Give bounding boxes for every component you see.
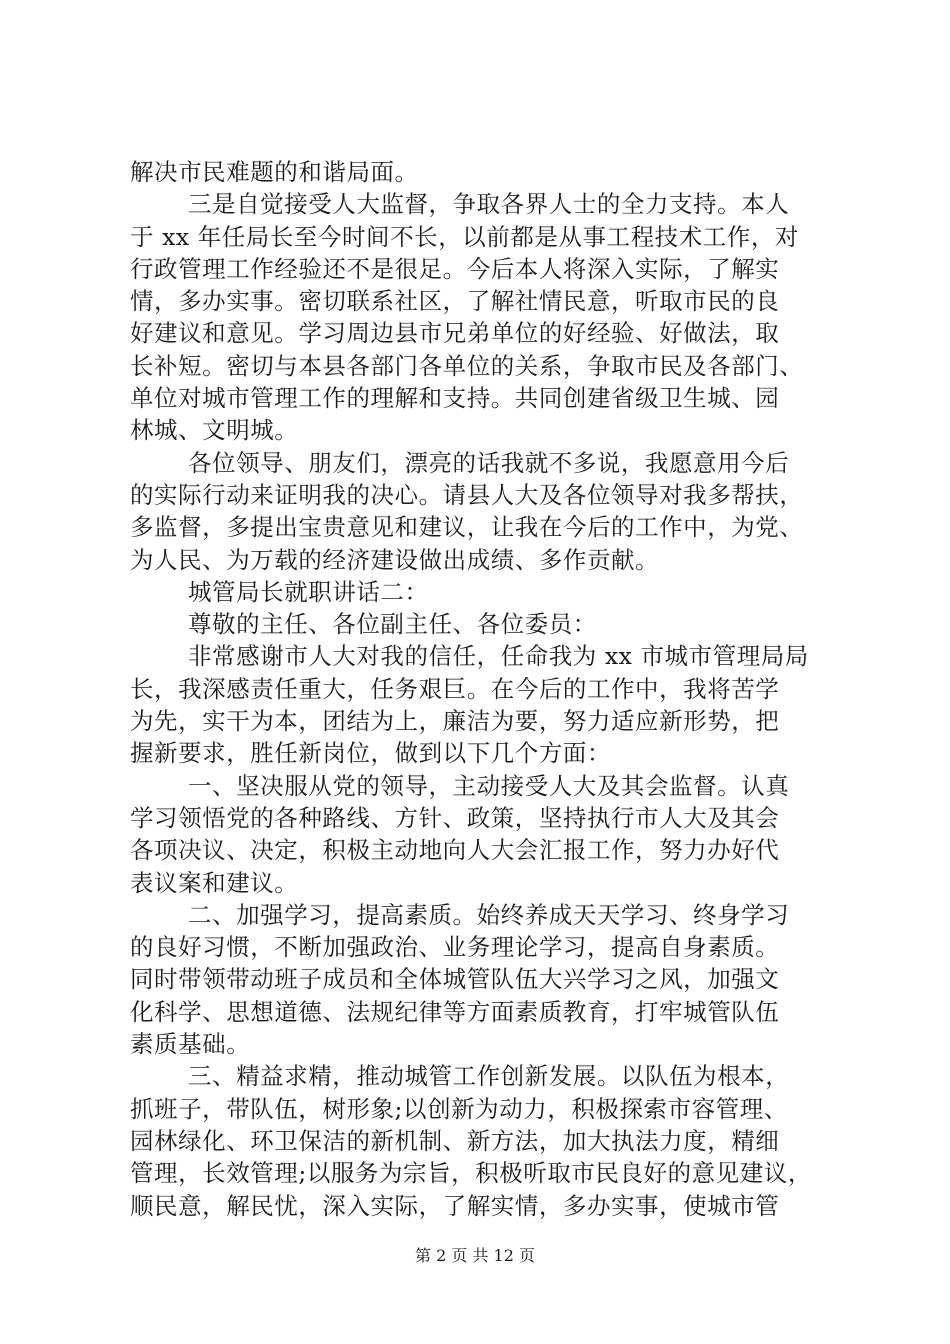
text-line: 同时带领带动班子成员和全体城管队伍大兴学习之风，加强文 [130,965,780,994]
text-line: 握新要求，胜任新岗位，做到以下几个方面： [130,739,611,768]
text-line: 各位领导、朋友们，漂亮的话我就不多说，我愿意用今后 [188,448,790,477]
text-line: 长补短。密切与本县各部门各单位的关系，争取市民及各部门、 [130,351,804,380]
text-line: 长，我深感责任重大，任务艰巨。在今后的工作中，我将苦学 [130,674,780,703]
text-line: 尊敬的主任、各位副主任、各位委员： [188,610,597,639]
text-line: 素质基础。 [130,1030,251,1059]
text-line: 表议案和建议。 [130,868,299,897]
text-line: 多监督，多提出宝贵意见和建议，让我在今后的工作中，为党、 [130,513,804,542]
text-line: 行政管理工作经验还不是很足。今后本人将深入实际，了解实 [130,254,780,283]
text-line: 情，多办实事。密切联系社区，了解社情民意，听取市民的良 [130,287,780,316]
text-line: 一、坚决服从党的领导，主动接受人大及其会监督。认真 [188,771,790,800]
text-line: 学习领悟党的各种路线、方针、政策，坚持执行市人大及其会 [130,803,780,832]
document-body [130,156,830,1222]
text-line: 顺民意，解民忧，深入实际，了解实情，多办实事，使城市管 [130,1191,780,1220]
text-line: 为人民、为万载的经济建设做出成绩、多作贡献。 [130,545,660,574]
text-line: 单位对城市管理工作的理解和支持。共同创建省级卫生城、园 [130,384,780,413]
text-line: 解决市民难题的和谐局面。 [130,158,419,186]
text-line: 于 xx 年任局长至今时间不长，以前都是从事工程技术工作，对 [130,222,799,251]
text-line: 城管局长就职讲话二： [188,577,429,606]
text-line: 好建议和意见。学习周边县市兄弟单位的好经验、好做法，取 [130,319,780,348]
page-footer: 第 2 页 共 12 页 [415,1246,535,1265]
text-line: 林城、文明城。 [130,416,299,445]
text-line: 非常感谢市人大对我的信任，任命我为 xx 市城市管理局局 [188,642,809,671]
text-line: 的实际行动来证明我的决心。请县人大及各位领导对我多帮扶， [130,480,804,509]
text-line: 三是自觉接受人大监督，争取各界人士的全力支持。本人 [188,190,790,219]
text-line: 各项决议、决定，积极主动地向人大会汇报工作，努力办好代 [130,836,780,865]
text-line: 为先，实干为本，团结为上，廉洁为要，努力适应新形势，把 [130,707,780,736]
text-line: 的良好习惯，不断加强政治、业务理论学习，提高自身素质。 [130,933,780,962]
text-line: 化科学、思想道德、法规纪律等方面素质教育，打牢城管队伍 [130,997,780,1026]
text-line: 园林绿化、环卫保洁的新机制、新方法，加大执法力度，精细 [130,1126,780,1155]
text-line: 三、精益求精，推动城管工作创新发展。以队伍为根本， [188,1062,790,1091]
text-line: 二、加强学习，提高素质。始终养成天天学习、终身学习 [188,900,790,929]
text-line: 抓班子，带队伍，树形象;以创新为动力，积极探索市容管理、 [130,1094,788,1123]
text-line: 管理，长效管理;以服务为宗旨，积极听取市民良好的意见建议， [130,1159,812,1188]
